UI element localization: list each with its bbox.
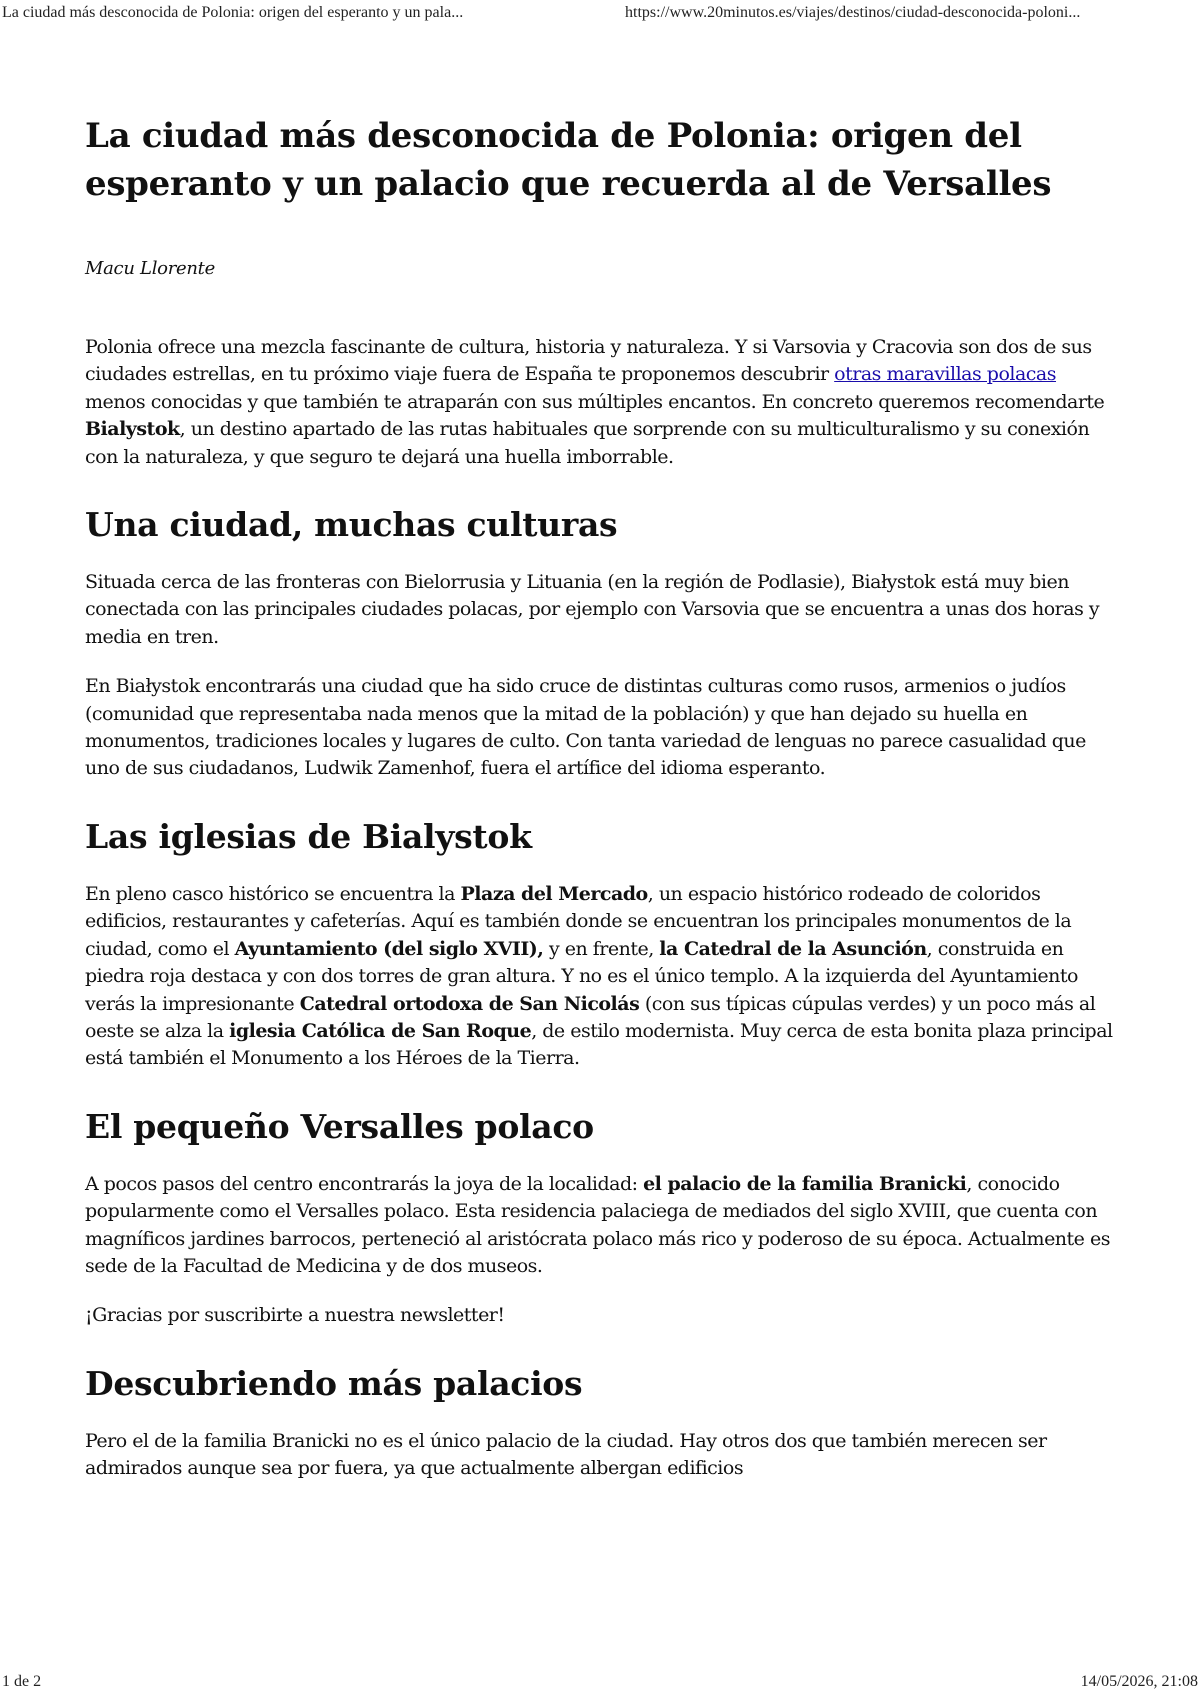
intro-text-3: , un destino apartado de las rutas habituales que sorprende con su multiculturalismo y su conexión con la naturaleza, y que seguro te dejará una huella imborrable. [85,418,1090,468]
iglesias-bold-san-roque: iglesia Católica de San Roque [229,1019,532,1042]
section-heading-culturas: Una ciudad, muchas culturas [85,505,618,545]
iglesias-text-4: , construida en piedra roja destaca y con dos torres de gran altura. Y no es el único templo. A la izquierda del Ayuntamiento verás la impresionante [85,937,1078,1015]
iglesias-paragraph [85,881,1115,1073]
section-heading-palacios: Descubriendo más palacios [85,1363,583,1403]
iglesias-text-5: (con sus típicas cúpulas verdes) y un poco más al oeste se alza la [85,992,1096,1042]
palacios-paragraph: Pero el de la familia Branicki no es el único palacio de la ciudad. Hay otros dos que también merecen ser admirados aunque sea por fuera, ya que actualmente albergan edificios [85,1429,1047,1480]
print-datetime: 14/05/2026, 21:08 [1080,1673,1198,1690]
article-title: La ciudad más desconocida de Polonia: origen del esperanto y un palacio que recuerda al de Versalles [85,116,1052,204]
versalles-paragraph [85,1171,1115,1281]
versalles-text-2: , conocido popularmente como el Versalles polaco. Esta residencia palaciega de mediados del siglo XVIII, que cuenta con magníficos jardines barrocos, perteneció al aristócrata polaco más rico y poderoso de su época. Actualmente es sede de la Facultad de Medicina y de dos museos. [85,1172,1110,1277]
article-author: Macu Llorente [85,258,215,279]
intro-text-2: menos conocidas y que también te atraparán con sus múltiples encantos. En concreto queremos recomendarte [85,390,1105,413]
versalles-text-1: A pocos pasos del centro encontrarás la joya de la localidad: [85,1172,644,1195]
intro-paragraph [85,334,1115,471]
iglesias-bold-ortodoxa: Catedral ortodoxa de San Nicolás [299,992,640,1015]
intro-text-1: Polonia ofrece una mezcla fascinante de cultura, historia y naturaleza. Y si Varsovia y Cracovia son dos de sus ciudades estrellas, en tu próximo viaje fuera de España te proponemos descubrir [85,336,1092,386]
iglesias-text-2: , un espacio histórico rodeado de coloridos edificios, restaurantes y cafeterías. Aquí es también donde se encuentran los principales monumentos de la ciudad, como el [85,882,1072,960]
culturas-paragraph-1: Situada cerca de las fronteras con Bielorrusia y Lituania (en la región de Podlasie), Białystok está muy bien conectada con las principales ciudades polacas, por ejemplo con Varsovia que se encuentra a unas dos horas y media en tren. [85,571,1100,648]
newsletter-thanks: ¡Gracias por suscribirte a nuestra newsletter! [85,1304,505,1327]
print-header [0,4,1200,28]
iglesias-text-6: , de estilo modernista. Muy cerca de esta bonita plaza principal está también el Monumento a los Héroes de la Tierra. [85,1019,1113,1070]
print-header-url: https://www.20minutos.es/viajes/destinos/ciudad-desconocida-poloni... [625,4,1081,21]
print-footer [0,1669,1200,1691]
section-heading-versalles: El pequeño Versalles polaco [85,1106,594,1146]
intro-bold-bialystok: Bialystok [85,418,180,441]
otras-maravillas-link[interactable]: otras maravillas polacas [834,363,1057,386]
iglesias-bold-plaza: Plaza del Mercado [460,882,648,905]
iglesias-text-3: y en frente, [543,937,660,960]
section-heading-iglesias: Las iglesias de Bialystok [85,816,532,856]
iglesias-bold-catedral: la Catedral de la Asunción [659,937,927,960]
print-header-title: La ciudad más desconocida de Polonia: origen del esperanto y un pala... [2,4,464,21]
culturas-paragraph-2: En Białystok encontrarás una ciudad que ha sido cruce de distintas culturas como rusos, armenios o judíos (comunidad que representaba nada menos que la mitad de la población) y que han dejado su huella en monumentos, tradiciones locales y lugares de culto. Con tanta variedad de lenguas no parece casualidad que uno de sus ciudadanos, Ludwik Zamenhof, fuera el artífice del idioma esperanto. [85,675,1086,780]
iglesias-bold-ayuntamiento: Ayuntamiento (del siglo XVII), [234,937,544,960]
versalles-bold-palacio: el palacio de la familia Branicki [643,1172,967,1195]
iglesias-text-1: En pleno casco histórico se encuentra la [85,882,461,905]
article [85,112,1115,1505]
page-number: 1 de 2 [2,1673,42,1690]
